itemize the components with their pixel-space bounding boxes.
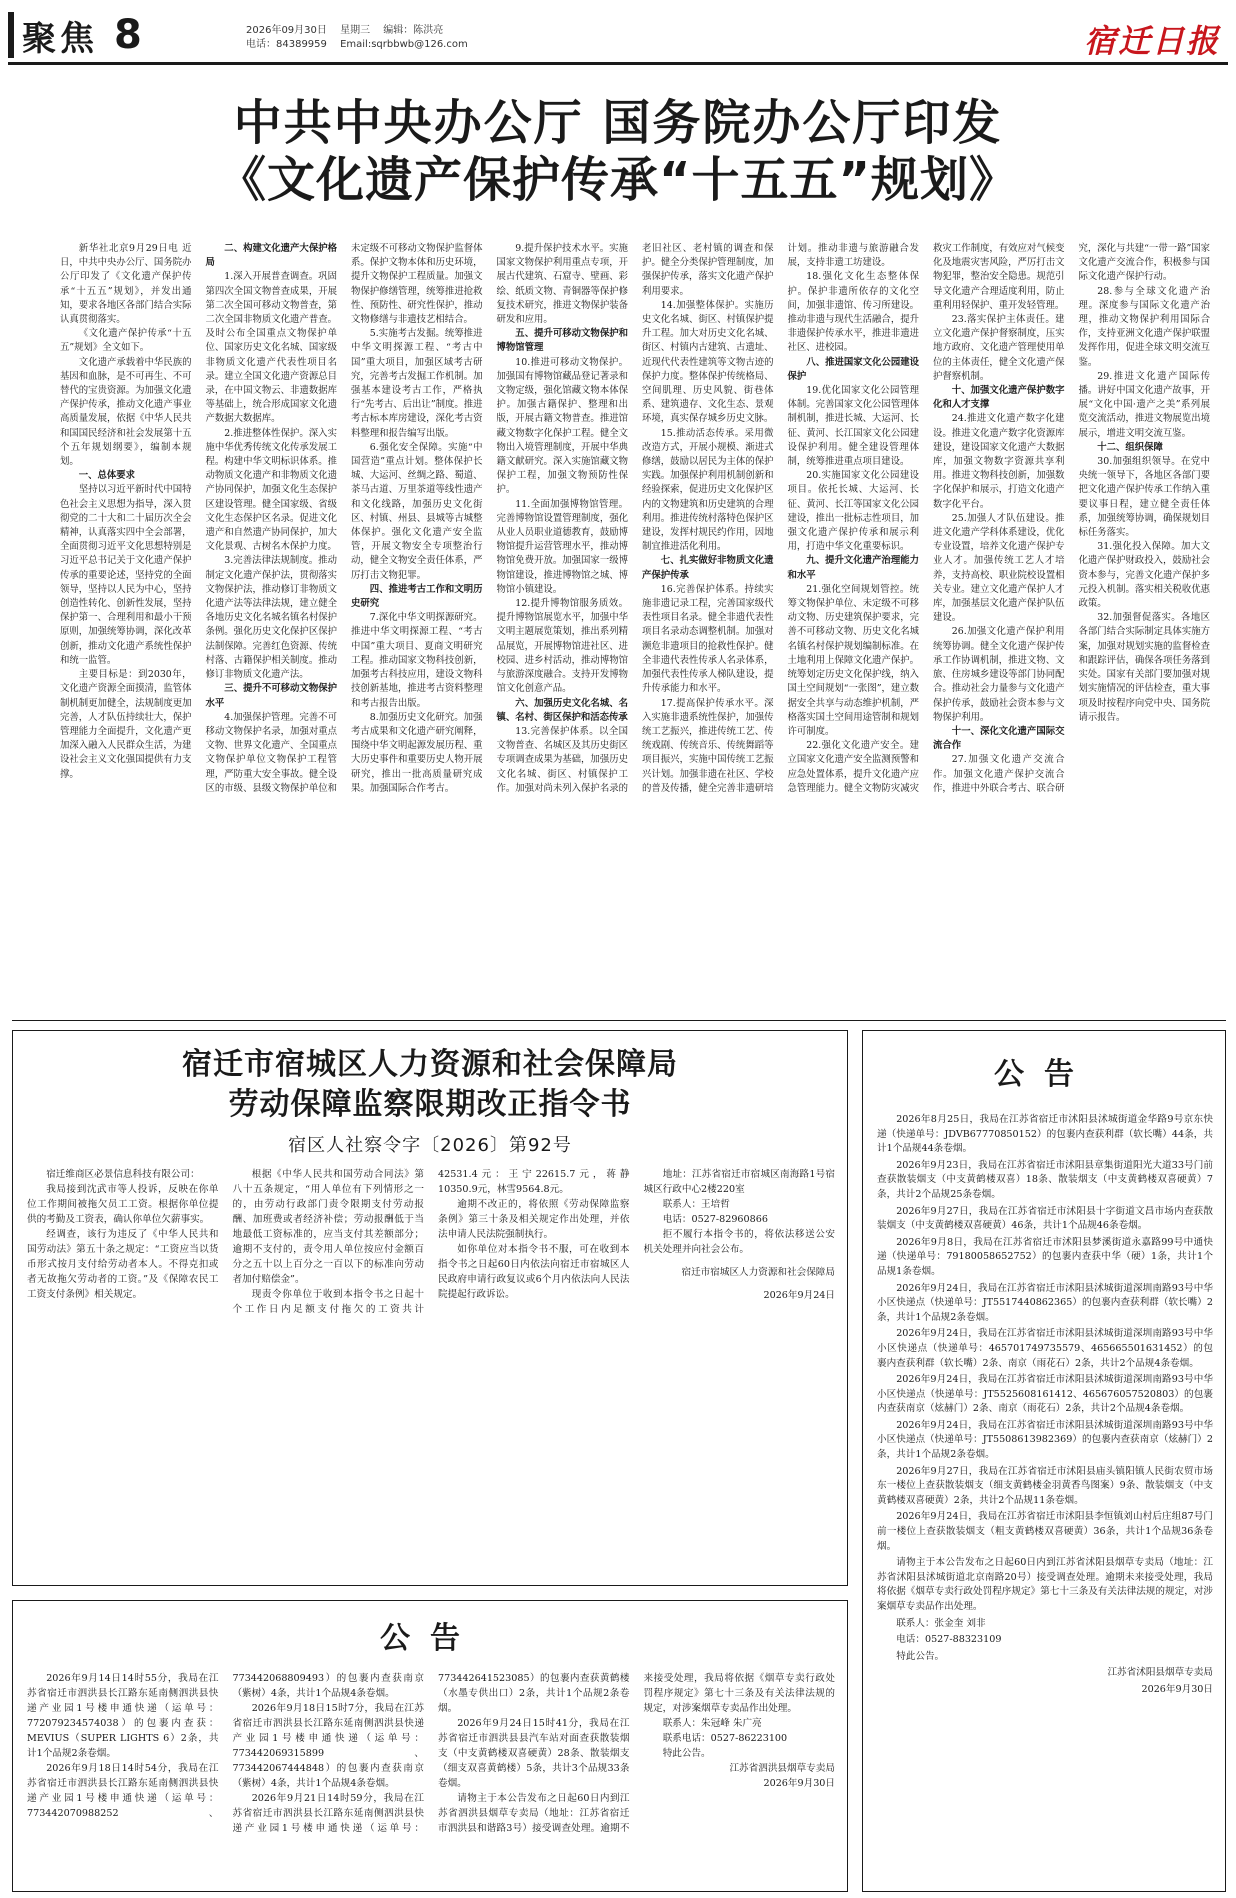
article-paragraph: 18.强化文化生态整体保护。保护非遗所依存的文化空间，加强非遗馆、传习所建设。推动非遗与现代生活融合，提升非遗保护传承水平，推进非遗进社区、进校园。 bbox=[787, 271, 919, 354]
section-divider bbox=[12, 1020, 1226, 1021]
article-paragraph: 25.加强人才队伍建设。推进文化遗产学科体系建设，优化专业设置，培养文化遗产保护专业人才。加强传统工艺人才培养，支持高校、职业院校设置相关专业。建立文化遗产保护人才库，加强基层文化遗产保护队伍建设。 bbox=[933, 512, 1065, 624]
notice-title-line-2: 劳动保障监察限期改正指令书 bbox=[228, 1087, 632, 1122]
main-headline bbox=[0, 95, 1236, 209]
notice-title bbox=[13, 1045, 847, 1125]
announcement-bottom-body bbox=[27, 1671, 835, 1885]
announcement-paragraph: 请物主于本公告发布之日起60日内到江苏省泗洪县烟草专卖局（地址：江苏省宿迁市泗洪县和谐路3号）接受调查处理。逾期不来接受处理，我局将依据《烟草专卖行政处罚程序规定》第七十三条及有关法律法规的规定，对涉案烟草专卖品作出处理。 bbox=[438, 1673, 835, 1834]
article-paragraph: 一、总体要求 bbox=[78, 470, 136, 482]
article-paragraph: 14.加强整体保护。实施历史文化名城、街区、村镇保护提升工程。加大对历史文化名城、街区、村镇内古建筑、古遗址、近现代代表性建筑等文物古迹的保护力度。整体保护传统格局、空间肌理、历史风貌、街巷体系、建筑遗存、文化生态、景观环境，真实保存城乡历史文脉。 bbox=[642, 299, 774, 425]
article-paragraph: 13.完善保护体系。以全国文物普查、名城区及其历史街区专项调查成果为基础，加强历史文化名城、街区、村镇保护工作。加强对尚未列入保护名录的老旧社区、老村镇的调查和保护。健全分类保护管理制度，加强保护传承，落实文化遗产保护利用要求。 bbox=[496, 243, 774, 794]
announcement-bottom-title: 公告 bbox=[380, 1621, 480, 1656]
notice-paragraph: 逾期不改正的，将依照《劳动保障监察条例》第三十条及相关规定作出处理，并依法申请人民法院强制执行。 bbox=[438, 1199, 630, 1240]
announcement-paragraph: 2026年9月24日，我局在江苏省宿迁市沭阳县沭城街道深圳南路93号中华小区快递点（快递单号：JT5508613982369）的包裹内查获南京（炫赫门）2条，共计1个品规2条卷烟。 bbox=[877, 1419, 1213, 1461]
notice-paragraph: 根据《中华人民共和国劳动合同法》第八十五条规定，“用人单位有下列情形之一的，由劳动行政部门责令限期支付劳动报酬、加班费或者经济补偿；劳动报酬低于当地最低工资标准的，应当支付其差额部分；逾期不支付的，责令用人单位按应付金额百分之五十以上百分之一百以下的标准向劳动者加付赔偿金”。 bbox=[232, 1169, 424, 1285]
article-paragraph: 坚持以习近平新时代中国特色社会主义思想为指导，深入贯彻党的二十大和二十届历次全会精神，认真落实四中全会部署，全面贯彻习近平文化思想特别是习近平总书记关于文化遗产保护传承的重要论述，坚持党的全面领导，坚持以人民为中心，坚持创造性转化、创新性发展，坚持保护第一、合理利用和最小干预原则，加强统筹协调，深化改革创新，推动文化遗产系统性保护和统一监管。 bbox=[60, 484, 192, 666]
article-paragraph: 29.推进文化遗产国际传播。讲好中国文化遗产故事，开展“文化中国·遗产之美”系列展览交流活动，推进文物展览出境展示，增进文明交流互鉴。 bbox=[1078, 370, 1210, 439]
notice-paragraph: 现责令你单位于收到本指令书之日起十个工作日内足额支付拖欠的工资共计42531.4元：王宁22615.7元，蒋静10350.9元，林雪9564.8元。 bbox=[232, 1169, 630, 1315]
headline-line-2: 《文化遗产保护传承“十五五”规划》 bbox=[217, 152, 1019, 208]
masthead bbox=[8, 10, 1228, 62]
announcement-paragraph: 请物主于本公告发布之日起60日内到江苏省沭阳县烟草专卖局（地址：江苏省沭阳县沭城街道北京南路20号）接受调查处理。逾期未来接受处理，我局将依据《烟草专卖行政处罚程序规定》第七十三条及有关法律法规的规定，对涉案烟草专卖品作出处理。 bbox=[877, 1557, 1213, 1612]
signature-date: 2026年9月30日 bbox=[1141, 1683, 1213, 1695]
article-paragraph: 9.提升保护技术水平。实施国家文物保护利用重点专项，开展古代建筑、石窟寺、壁画、彩绘、纸质文物、青铜器等保护修复技术研究，推进文物保护装备研发和应用。 bbox=[496, 243, 628, 326]
article-paragraph: 4.加强保护管理。完善不可移动文物保护名录，加强对重点文物、世界文化遗产、全国重点文物保护单位文物保护工程管理，严防重大安全事故。健全设区的市级、县级文物保护单位和未定级不可移动文物保护监督体系。保护文物本体和历史环境，提升文物保护工程质量。加强文物保护修缮管理，统筹推进抢救性、预防性、研究性保护，推动文物修缮与非遗技艺相结合。 bbox=[205, 243, 483, 794]
signature-date: 2026年9月30日 bbox=[763, 1778, 835, 1789]
article-paragraph: 27.加强文化遗产交流合作。加强文化遗产保护交流合作，推进中外联合考古、联合研究，深化与共建“一带一路”国家文化遗产交流合作，积极参与国际文化遗产保护行动。 bbox=[933, 243, 1210, 794]
article-paragraph: 3.完善法律法规制度。推动制定文化遗产保护法，贯彻落实文物保护法，推动修订非物质文化遗产法等法律法规，建立健全各地历史文化名城名镇名村保护条例。强化历史文化保护区保护法制保障。完善红色资源、传统村落、古籍保护相关制度。推动修订非物质文化遗产法。 bbox=[205, 555, 337, 681]
article-paragraph: 五、提升可移动文物保护和博物馆管理 bbox=[496, 328, 628, 354]
announcement-bottom bbox=[12, 1600, 848, 1892]
notice-paragraph: 电话：0527-82960866 bbox=[662, 1214, 768, 1225]
announcement-paragraph: 2026年9月23日，我局在江苏省宿迁市沭阳县章集街道阳光大道33号门前查获散装烟支（中支黄鹤楼双喜）18条、散装烟支（中支黄鹤楼双喜硬黄）7条，共计2个品规25条卷烟。 bbox=[877, 1159, 1213, 1200]
announcement-paragraph: 联系电话：0527-86223100 bbox=[662, 1733, 788, 1744]
announcement-paragraph: 2026年9月8日，我局在江苏省宿迁市沭阳县梦溪街道永嘉路99号中通快递（快递单号：79180058652752）的包裹内查获中华（硬）1条，共计1个品规1条卷烟。 bbox=[877, 1236, 1213, 1277]
page-info bbox=[246, 24, 468, 52]
issue-date: 2026年09月30日 bbox=[246, 25, 327, 36]
signature-date: 2026年9月24日 bbox=[763, 1290, 835, 1301]
article-paragraph: 六、加强历史文化名城、名镇、名村、街区保护和活态传承 bbox=[496, 697, 628, 723]
article-paragraph: 19.优化国家文化公园管理体制。完善国家文化公园管理体制机制，推进长城、大运河、长征、黄河、长江国家文化公园建设保护利用。健全建设管理体制，统筹推进重点项目建设。 bbox=[787, 385, 919, 468]
section-bar bbox=[8, 12, 14, 58]
article-paragraph: 2.推进整体性保护。深入实施中华优秀传统文化传承发展工程。构建中华文明标识体系。推动物质文化遗产和非物质文化遗产协同保护，加强文化生态保护区建设管理。健全国家级、省级文化生态保护区名录。促进文化遗产和自然遗产协同保护，加大文化景观、古树名木保护力度。 bbox=[205, 427, 337, 553]
announcement-paragraph: 2026年9月14日14时55分，我局在江苏省宿迁市泗洪县长江路东延南侧泗洪县快递产业园1号楼申通快递（运单号：772079234574038）的包裹内查获：MEVIUS（SUPER LIGHTS 6）2条，共计1个品规2条卷烟。 bbox=[27, 1673, 219, 1759]
article-paragraph: 文化遗产承载着中华民族的基因和血脉，是不可再生、不可替代的宝贵资源。为加强文化遗产保护传承，推动文化遗产事业高质量发展，依据《中华人民共和国国民经济和社会发展第十五个五年规划纲要》，编制本规划。 bbox=[60, 356, 192, 468]
announcement-paragraph: 2026年9月18日15时7分，我局在江苏省宿迁市泗洪县长江路东延南侧泗洪县快递产业园1号楼申通快递（运单号：773442069315899、773442067444848）的包裹内查获南京（紫树）4条，共计1个品规4条卷烟。 bbox=[232, 1703, 424, 1789]
article-paragraph: 15.推动活态传承。采用微改造方式，开展小规模、渐进式修缮，鼓励以居民为主体的保护实践。加强保护利用机制创新和经验探索，促进历史文化保护区内的文物建筑和历史建筑的合理利用。推进传统村落特色保护区建设，发挥村规民约作用，因地制宜推进活化利用。 bbox=[642, 427, 774, 553]
article-paragraph: 5.实施考古发掘。统筹推进中华文明探源工程、“考古中国”重大项目，加强区域考古研究，完善考古发掘工作机制。加强基本建设考古工作，严格执行“先考古、后出让”制度。推进考古标本库房建设，深化考古资料整理和报告编写出版。 bbox=[351, 328, 483, 439]
article-paragraph: 1.深入开展普查调查。巩固第四次全国文物普查成果，开展第二次全国可移动文物普查，第二次全国非物质文化遗产普查。及时公布全国重点文物保护单位、国家历史文化名城、国家级非物质文化遗产代表性项目名录。建立全国文化遗产资源总目录，在中国文物云、非遗数据库等基础上，统合形成国家文化遗产数据大数据库。 bbox=[205, 271, 337, 425]
article-paragraph: 12.提升博物馆服务质效。提升博物馆展览水平，加强中华文明主题展览策划，推出系列精品展览，开展博物馆进社区、进校园、进乡村活动，推动博物馆与旅游深度融合。支持开发博物馆文化创意产品。 bbox=[496, 598, 628, 695]
announcement-paragraph: 联系人：朱冠峰 朱广亮 bbox=[662, 1718, 762, 1729]
article-paragraph: 四、推进考古工作和文明历史研究 bbox=[351, 583, 483, 610]
article-paragraph: 21.强化空间规划管控。统筹文物保护单位、未定级不可移动文物、历史建筑保护要求，完善不可移动文物、历史文化名城名镇名村保护规划编制标准。在土地利用上保障文化遗产保护。统筹划定历史文化保护线，纳入国土空间规划“一张图”，建立数据安全共享与动态维护机制，严格落实国土空间用途管制和规划许可制度。 bbox=[787, 583, 919, 737]
headline-line-1: 中共中央办公厅 国务院办公厅印发 bbox=[233, 95, 1003, 151]
announcement-paragraph: 2026年9月18日14时54分，我局在江苏省宿迁市泗洪县长江路东延南侧泗洪县快递产业园1号楼申通快递（运单号：773442070988252、773442068809493）的包裹内查获南京（紫树）4条，共计1个品规4条卷烟。 bbox=[27, 1673, 424, 1819]
section-header bbox=[8, 10, 142, 60]
announcement-paragraph: 联系人：张金奎 刘非 bbox=[896, 1617, 986, 1629]
article-paragraph: 新华社北京9月29日电 近日，中共中央办公厅、国务院办公厅印发了《文化遗产保护传承“十五五”规划》，并发出通知，要求各地区各部门结合实际认真贯彻落实。 bbox=[60, 243, 192, 326]
notice-paragraph: 地址：江苏省宿迁市宿城区南海路1号宿城区行政中心2楼220室 bbox=[643, 1169, 835, 1195]
announcement-right bbox=[862, 1030, 1226, 1892]
article-paragraph: 32.加强督促落实。各地区各部门结合实际制定具体实施方案，加强对规划实施的监督检查和跟踪评估，确保各项任务落到实处。国家有关部门要加强对规划实施情况的评估检查，重大事项及时按程序向党中央、国务院请示报告。 bbox=[1078, 612, 1210, 723]
section-name: 聚焦 bbox=[22, 18, 98, 59]
article-paragraph: 24.推进文化遗产数字化建设。推进文化遗产数字化资源库建设，建设国家文化遗产大数据库，加强文物数字资源共享利用。推进文物科技创新，加强数字化保护和展示，打造文化遗产数字化平台。 bbox=[933, 413, 1065, 510]
article-paragraph: 23.落实保护主体责任。建立文化遗产保护督察制度，压实地方政府、文化遗产管理使用单位的主体责任，健全文化遗产保护督察机制。 bbox=[933, 314, 1065, 382]
article-paragraph: 八、推进国家文化公园建设保护 bbox=[787, 356, 919, 382]
article-paragraph: 20.实施国家文化公园建设项目。依托长城、大运河、长征、黄河、长江等国家文化公园建设，推出一批标志性项目，加强文化遗产保护传承和展示利用，打造中华文化重要标识。 bbox=[787, 470, 919, 553]
announcement-paragraph: 2026年9月21日14时59分，我局在江苏省宿迁市泗洪县长江路东延南侧泗洪县快递产业园1号楼申通快递（运单号：773442641523085）的包裹内查获黄鹤楼（水墨专供出口）2条，共计1个品规2条卷烟。 bbox=[232, 1673, 630, 1834]
notice-paragraph: 如你单位对本指令书不服，可在收到本指令书之日起60日内依法向宿迁市宿城区人民政府申请行政复议或6个月内依法向人民法院提起行政诉讼。 bbox=[438, 1244, 630, 1300]
notice-paragraph: 我局接到沈武市等人投诉，反映在你单位工作期间被拖欠员工工资。根据你单位提供的考勤及工资表，确认你单位欠薪事实。 bbox=[27, 1184, 219, 1225]
page-number: 8 bbox=[114, 12, 142, 58]
article-paragraph: 16.完善保护体系。持续实施非遗记录工程，完善国家级代表性项目名录。健全非遗代表性项目名录动态调整机制。加强对濒危非遗项目的抢救性保护。健全非遗代表性传承人名录体系，加强代表性传承人梯队建设，提升传承能力和水平。 bbox=[642, 583, 774, 695]
notice-paragraph: 宿迁维商区必景信息科技有限公司： bbox=[46, 1169, 200, 1180]
announcement-paragraph: 2026年9月27日，我局在江苏省宿迁市沭阳县十字街道文昌市场内查获散装烟支（中支黄鹤楼双喜硬黄）46条，共计1个品规46条卷烟。 bbox=[877, 1205, 1213, 1232]
article-paragraph: 8.加强历史文化研究。加强考古成果和文化遗产研究阐释，围绕中华文明起源发展历程、重大历史事件和重要历史人物开展研究，推出一批高质量研究成果。加强国际合作考古。 bbox=[351, 711, 483, 794]
labor-inspection-notice bbox=[12, 1030, 848, 1586]
article-paragraph: 十二、组织保障 bbox=[1097, 441, 1163, 453]
signature-signature: 江苏省沭阳县烟草专卖局 bbox=[1107, 1667, 1213, 1679]
announcement-paragraph: 2026年9月24日，我局在江苏省宿迁市沭阳县沭城街道深圳南路93号中华小区快递点（快递单号：JT5525608161412、465676057520803）的包裹内查获南京（炫赫门）2条、南京（雨花石）2条，共计2个品规4条卷烟。 bbox=[877, 1374, 1213, 1415]
notice-doc-number: 宿区人社察令字〔2026〕第92号 bbox=[288, 1135, 572, 1156]
newspaper-logo: 宿迁日报 bbox=[1083, 22, 1220, 60]
signature-signature: 江苏省泗洪县烟草专卖局 bbox=[729, 1763, 835, 1774]
article-paragraph: 主要目标是：到2030年，文化遗产资源全面摸清，监管体制机制更加健全，法规制度更加完善，人才队伍持续壮大，保护管理能力全面提升，文化遗产更加深入融入人民群众生活，为建设社会主义文化强国提供有力支撑。 bbox=[60, 669, 192, 780]
masthead-rule bbox=[8, 62, 1228, 65]
announcement-paragraph: 2026年9月24日15时41分，我局在江苏省宿迁市泗洪县县汽车站对面查获散装烟支（中支黄鹤楼双喜硬黄）28条、散装烟支（细支双喜黄鹤楼）5条，共计3个品规33条卷烟。 bbox=[438, 1718, 630, 1789]
announcement-right-body bbox=[877, 1113, 1213, 1700]
announcement-paragraph: 特此公告。 bbox=[896, 1650, 945, 1662]
phone: 电话：84389959 bbox=[246, 39, 327, 50]
article-paragraph: 7.深化中华文明探源研究。推进中华文明探源工程、“考古中国”重大项目、夏商文明研究工程。推动国家文物科技创新，加强考古科技应用，建设文物科技创新基地，推进考古资料整理和考古报告出版。 bbox=[351, 612, 483, 709]
announcement-paragraph: 2026年9月24日，我局在江苏省宿迁市沭阳县沭城街道深圳南路93号中华小区快递点（快递单号：JT5517440862365）的包裹内查获利群（软长嘴）2条，共计1个品规2条卷烟。 bbox=[877, 1282, 1213, 1323]
editor: 编辑：陈洪亮 bbox=[383, 25, 444, 36]
article-paragraph: 三、提升不可移动文物保护水平 bbox=[205, 683, 337, 709]
announcement-paragraph: 2026年8月25日，我局在江苏省宿迁市沭阳县沭城街道金华路9号京东快递（快递单号：JDVB67770850152）的包裹内查获利群（软长嘴）44条，共计1个品规44条卷烟。 bbox=[877, 1114, 1213, 1155]
announcement-paragraph: 特此公告。 bbox=[662, 1748, 711, 1759]
article-paragraph: 九、提升文化遗产治理能力和水平 bbox=[787, 555, 919, 581]
article-paragraph: 十一、深化文化遗产国际交流合作 bbox=[933, 725, 1065, 752]
article-paragraph: 30.加强组织领导。在党中央统一领导下，各地区各部门要把文化遗产保护传承工作纳入重要议事日程，建立健全责任体系，加强统筹协调，确保规划目标任务落实。 bbox=[1078, 456, 1210, 539]
weekday: 星期三 bbox=[340, 25, 371, 36]
article-paragraph: 31.强化投入保障。加大文化遗产保护财政投入，鼓励社会资本参与，完善文化遗产保护多元投入机制。落实相关税收优惠政策。 bbox=[1078, 541, 1210, 610]
article-paragraph: 26.加强文化遗产保护利用统筹协调。健全文化遗产保护传承工作协调机制，推进文物、文旅、住房城乡建设等部门协同配合。推动社会力量参与文化遗产保护传承，鼓励社会资本参与文物保护利用。 bbox=[933, 626, 1065, 723]
notice-title-line-1: 宿迁市宿城区人力资源和社会保障局 bbox=[182, 1047, 678, 1082]
article-paragraph: 10.推进可移动文物保护。加强国有博物馆藏品登记著录和文物定级，强化馆藏文物本体保护。加强古籍保护、整理和出版，开展古籍文物普查。推进馆藏文物数字化保护工程。健全文物出入境管理制度，开展中华典籍文献研究。深入实施馆藏文物保护工程，加强文物预防性保护。 bbox=[496, 356, 628, 496]
article-paragraph: 二、构建文化遗产大保护格局 bbox=[205, 243, 337, 269]
main-article bbox=[60, 242, 1210, 1012]
article-paragraph: 十、加强文化遗产保护数字化和人才支撑 bbox=[933, 385, 1065, 411]
announcement-paragraph: 2026年9月24日，我局在江苏省宿迁市沭阳县沭城街道深圳南路93号中华小区快递点（快递单号：465701749735579、465665501631452）的包裹内查获利群（软长嘴）2条、南京（雨花石）2条，共计2个品规4条卷烟。 bbox=[877, 1328, 1213, 1369]
article-paragraph: 22.强化文化遗产安全。建立国家文化遗产安全监测预警和应急处置体系，提升文化遗产应急管理能力。健全文物防灾减灾救灾工作制度，有效应对气候变化及地震灾害风险，严厉打击文物犯罪，整治安全隐患。规范引导文化遗产合理适度利用，防止重利用轻保护、重开发轻管理。 bbox=[787, 243, 1065, 794]
notice-paragraph: 经调查，该行为违反了《中华人民共和国劳动法》第五十条之规定：“工资应当以货币形式按月支付给劳动者本人。不得克扣或者无故拖欠劳动者的工资。”及《保障农民工工资支付条例》相关规定。 bbox=[27, 1229, 219, 1300]
article-paragraph: 17.提高保护传承水平。深入实施非遗系统性保护，加强传统工艺振兴，推进传统工艺、传统戏剧、传统音乐、传统舞蹈等项目振兴，实施中国传统工艺振兴计划。加强非遗在社区、学校的普及传播，健全完善非遗研培计划。推动非遗与旅游融合发展，支持非遗工坊建设。 bbox=[642, 243, 919, 794]
article-paragraph: 11.全面加强博物馆管理。完善博物馆设置管理制度，强化从业人员职业道德教育，鼓励博物馆提升运营管理水平，推动博物馆免费开放。加强国家一级博物馆建设，推进博物馆之城、博物馆小镇建设。 bbox=[496, 498, 628, 595]
announcement-paragraph: 2026年9月24日，我局在江苏省宿迁市沭阳县李恒镇刘山村后庄组87号门前一楼位上查获散装烟支（粗支黄鹤楼双喜硬黄）36条，共计1个品规36条卷烟。 bbox=[877, 1511, 1213, 1552]
announcement-paragraph: 2026年9月27日，我局在江苏省宿迁市沭阳县庙头镇阳镇人民街农贸市场东一楼位上查获散装烟支（细支黄鹤楼金羽黄香鸟图案）9条、散装烟支（中支黄鹤楼双喜硬黄）2条，共计2个品规11条卷烟。 bbox=[877, 1465, 1213, 1506]
notice-body bbox=[27, 1167, 835, 1577]
notice-paragraph: 拒不履行本指令书的，将依法移送公安机关处理并向社会公布。 bbox=[643, 1229, 835, 1255]
signature-signature: 宿迁市宿城区人力资源和社会保障局 bbox=[681, 1267, 835, 1278]
announcement-paragraph: 电话：0527-88323109 bbox=[896, 1634, 1002, 1646]
notice-paragraph: 联系人：王培哲 bbox=[662, 1199, 730, 1210]
article-paragraph: 《文化遗产保护传承“十五五”规划》全文如下。 bbox=[60, 328, 192, 354]
announcement-right-title: 公告 bbox=[994, 1057, 1094, 1092]
article-paragraph: 6.强化安全保障。实施“中国营造”重点计划。整体保护长城、大运河、丝绸之路、蜀道、茶马古道、万里茶道等线性遗产和文化线路，加强历史文化街区、村镇、州县、县城等古城整体保护。强化文化遗产安全监管，开展文物安全专项整治行动，健全文物安全责任体系，严厉打击文物犯罪。 bbox=[351, 441, 483, 581]
article-paragraph: 28.参与全球文化遗产治理。深度参与国际文化遗产治理，推动文物保护利用国际合作，支持亚洲文化遗产保护联盟发挥作用，促进全球文明交流互鉴。 bbox=[1078, 285, 1210, 368]
email: Email:sqrbbwb@126.com bbox=[340, 39, 468, 50]
article-paragraph: 七、扎实做好非物质文化遗产保护传承 bbox=[642, 555, 774, 581]
